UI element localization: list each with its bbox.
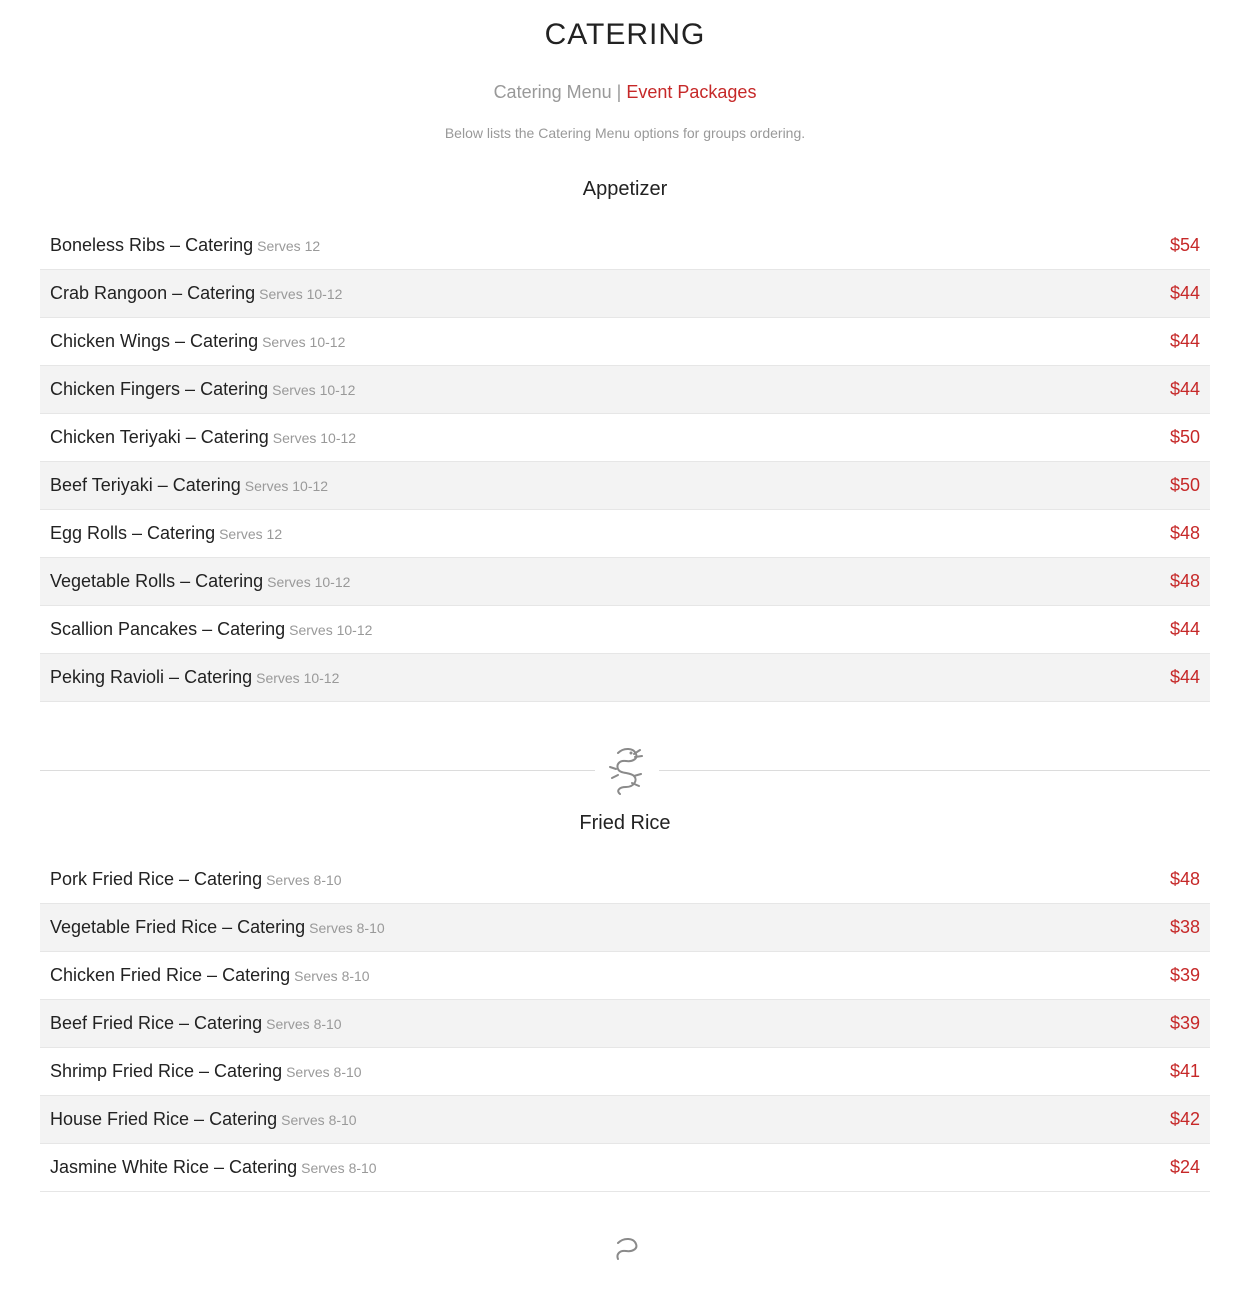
section-divider [40,742,1210,802]
nav-separator: | [616,82,622,102]
item-name: House Fried Rice – Catering [50,1109,278,1129]
section-title: Fried Rice [579,812,671,834]
nav-event-packages-link[interactable]: Event Packages [626,82,757,102]
nav-catering-menu: Catering Menu [493,82,612,102]
menu-item[interactable] [40,1096,1210,1144]
item-serves: Serves 10-12 [289,622,373,638]
item-name: Peking Ravioli – Catering [50,667,253,687]
item-serves: Serves 8-10 [301,1160,377,1176]
menu-item[interactable] [40,904,1210,952]
item-serves: Serves 12 [257,238,321,254]
menu-item[interactable] [40,606,1210,654]
menu-item[interactable] [40,318,1210,366]
intro-text: Below lists the Catering Menu options for groups ordering. [444,125,806,141]
menu-item[interactable] [40,1000,1210,1048]
item-price: $24 [1169,1157,1200,1177]
menu-item[interactable] [40,856,1210,904]
item-serves: Serves 10-12 [244,478,329,494]
item-price: $44 [1169,619,1200,639]
item-serves: Serves 10-12 [262,334,346,350]
item-serves: Serves 10-12 [259,286,343,302]
menu-item[interactable] [40,222,1210,270]
item-serves: Serves 10-12 [267,574,351,590]
item-serves: Serves 8-10 [266,872,342,888]
menu-item[interactable] [40,654,1210,702]
item-price: $54 [1169,235,1200,255]
item-price: $44 [1169,331,1200,351]
dragon-icon [595,1232,659,1290]
menu-item[interactable] [40,558,1210,606]
menu-item[interactable] [40,510,1210,558]
item-name: Chicken Fried Rice – Catering [50,965,291,985]
item-price: $48 [1169,571,1200,591]
item-price: $42 [1169,1109,1200,1129]
menu-item[interactable] [40,952,1210,1000]
item-name: Beef Fried Rice – Catering [50,1013,263,1033]
item-name: Boneless Ribs – Catering [50,235,254,255]
menu-item[interactable] [40,1144,1210,1192]
item-name: Chicken Teriyaki – Catering [50,427,269,447]
item-serves: Serves 8-10 [294,968,370,984]
item-price: $39 [1169,965,1200,985]
item-price: $39 [1169,1013,1200,1033]
page-title: CATERING [544,18,706,51]
item-price: $48 [1169,523,1200,543]
item-serves: Serves 10-12 [272,382,356,398]
item-serves: Serves 8-10 [281,1112,357,1128]
menu-item[interactable] [40,1048,1210,1096]
menu-nav [0,81,1250,103]
section-appetizer [0,176,1250,702]
section-fried-rice [0,810,1250,1192]
menu-item[interactable] [40,366,1210,414]
item-price: $38 [1169,917,1200,937]
menu-item[interactable] [40,414,1210,462]
item-serves: Serves 8-10 [309,920,385,936]
item-serves: Serves 8-10 [266,1016,342,1032]
menu-item[interactable] [40,270,1210,318]
item-serves: Serves 10-12 [256,670,340,686]
item-price: $50 [1169,475,1200,495]
item-price: $41 [1169,1061,1200,1081]
item-price: $44 [1169,667,1200,687]
item-serves: Serves 12 [219,526,283,542]
section-divider [40,1232,1210,1292]
item-price: $50 [1169,427,1200,447]
item-name: Chicken Wings – Catering [50,331,259,351]
item-price: $44 [1169,283,1200,303]
item-price: $48 [1169,869,1200,889]
item-name: Egg Rolls – Catering [50,523,216,543]
item-name: Beef Teriyaki – Catering [50,475,241,495]
menu-item[interactable] [40,462,1210,510]
item-name: Scallion Pancakes – Catering [50,619,286,639]
item-price: $44 [1169,379,1200,399]
item-name: Chicken Fingers – Catering [50,379,269,399]
menu-list-fried-rice [40,856,1210,1192]
item-name: Shrimp Fried Rice – Catering [50,1061,283,1081]
item-serves: Serves 8-10 [286,1064,362,1080]
section-title: Appetizer [582,178,668,200]
menu-list-appetizer [40,222,1210,702]
item-name: Crab Rangoon – Catering [50,283,256,303]
item-name: Vegetable Fried Rice – Catering [50,917,306,937]
item-name: Pork Fried Rice – Catering [50,869,263,889]
dragon-icon [595,742,659,800]
item-serves: Serves 10-12 [272,430,357,446]
item-name: Jasmine White Rice – Catering [50,1157,298,1177]
item-name: Vegetable Rolls – Catering [50,571,264,591]
